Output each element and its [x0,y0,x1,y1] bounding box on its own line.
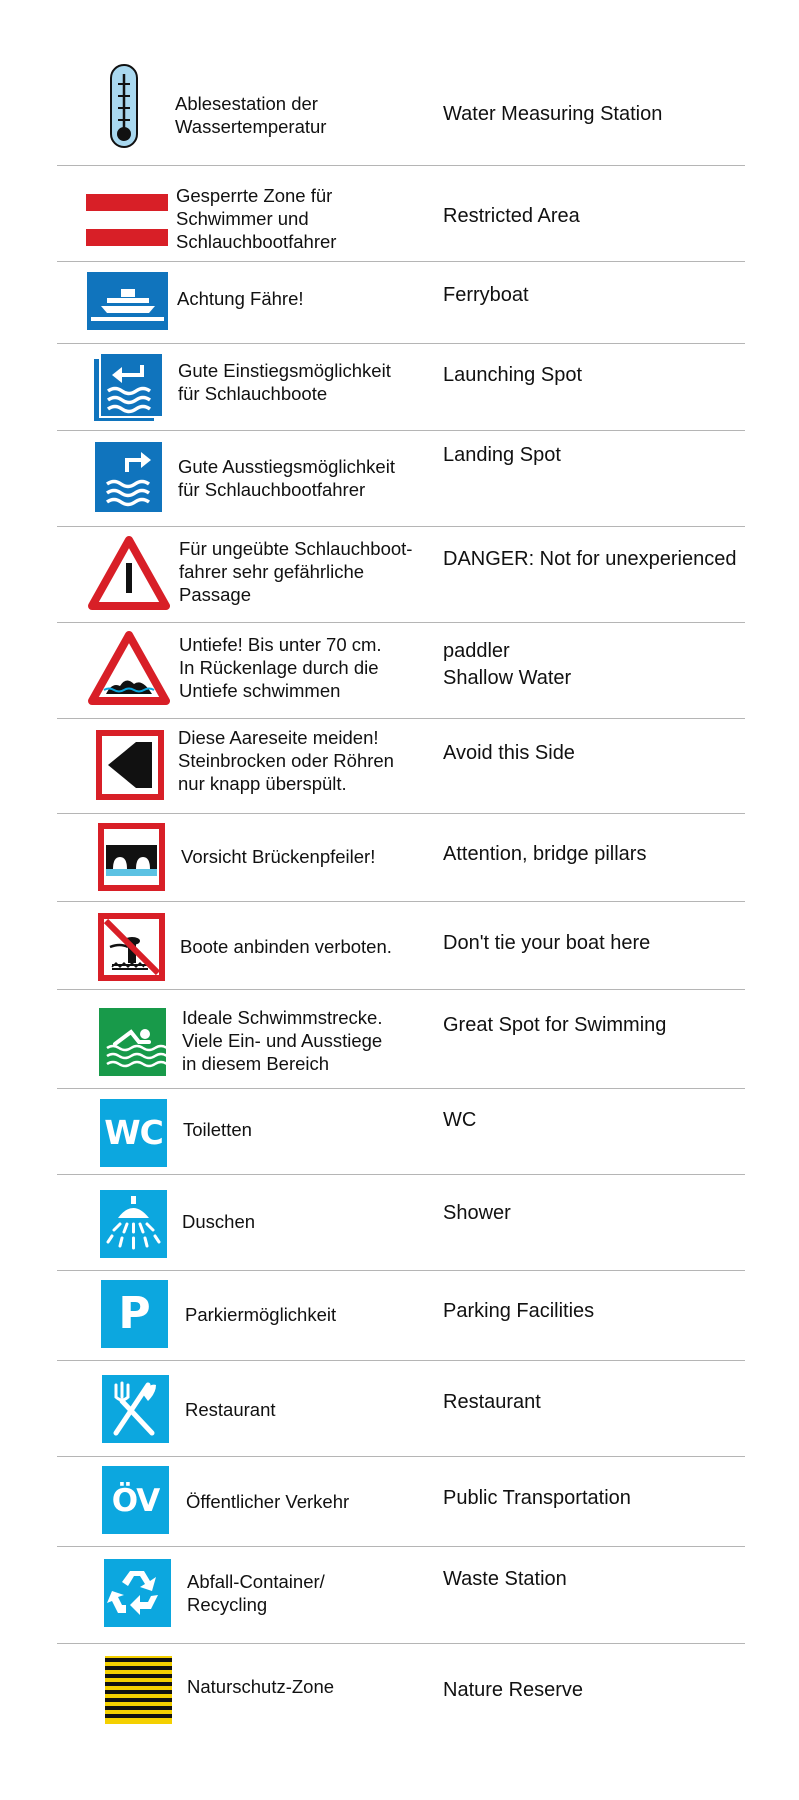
sign-description-de: Untiefe! Bis unter 70 cm. In Rückenlage durch die Untiefe schwimmen [179,634,382,701]
sign-description-de: Restaurant [185,1399,276,1420]
sign-description-de: Duschen [182,1211,256,1232]
sign-description-en: Restricted Area [443,205,580,227]
sign-description-de: Ideale Schwimmstrecke. Viele Ein- und Ausstiege in diesem Bereich [182,1007,383,1074]
sign-description-en: Attention, bridge pillars [443,843,647,865]
sign-description-en: Restaurant [443,1391,541,1413]
sign-description-en: Landing Spot [443,444,561,466]
sign-description-de: Vorsicht Brückenpfeiler! [181,846,376,867]
sign-description-en: Nature Reserve [443,1679,584,1701]
row-divider [57,813,745,814]
sign-description-de: Achtung Fähre! [177,288,304,309]
no-mooring-icon [98,913,165,981]
sign-description-en: DANGER: Not for unexperienced [443,548,737,570]
parking-icon-label: P [118,1288,151,1339]
row-divider [57,989,745,990]
sign-description-en: WC [443,1109,477,1131]
row-divider [57,901,745,902]
shallow-triangle-icon [88,630,170,706]
sign-description-de: Öffentlicher Verkehr [186,1491,350,1512]
sign-description-en: Parking Facilities [443,1300,595,1322]
wc-icon [100,1099,167,1167]
recycling-icon [104,1559,171,1627]
sign-description-de: Toiletten [183,1119,252,1140]
sign-description-de: Gesperrte Zone für Schwimmer und Schlauchbootfahrer [176,185,337,252]
row-divider [57,526,745,527]
legend-row [0,0,799,165]
launch-arrow-icon [94,353,163,421]
sign-description-de: Abfall-Container/ Recycling [187,1571,325,1615]
sign-description-de: Für ungeübte Schlauchboot- fahrer sehr gefährliche Passage [179,538,413,605]
sign-description-de: Naturschutz-Zone [187,1676,335,1697]
danger-triangle-icon [88,535,170,611]
sign-description-en: Great Spot for Swimming [443,1014,667,1036]
thermometer-icon [108,62,140,150]
bridge-pillar-icon [98,823,165,891]
sign-description-en: Avoid this Side [443,742,575,764]
sign-description-de: Boote anbinden verboten. [180,936,392,957]
row-divider [57,1270,745,1271]
row-divider [57,261,745,262]
sign-description-de: Gute Einstiegsmöglichkeit für Schlauchboote [178,360,391,404]
row-divider [57,1360,745,1361]
sign-description-de: Gute Ausstiegsmöglichkeit für Schlauchbootfahrer [178,456,395,500]
public-transport-icon-label: ÖV [111,1483,160,1519]
sign-description-en: Launching Spot [443,364,583,386]
sign-description-de: Diese Aareseite meiden! Steinbrocken oder Röhren nur knapp überspült. [178,727,394,794]
public-transport-icon [102,1466,169,1534]
row-divider [57,1174,745,1175]
row-divider [57,1456,745,1457]
row-divider [57,430,745,431]
sign-description-en: Waste Station [443,1568,567,1590]
parking-icon [101,1280,168,1348]
ferry-icon [87,272,168,330]
sign-description-en: Shower [443,1202,511,1224]
row-divider [57,1546,745,1547]
row-divider [57,165,745,166]
restaurant-icon [102,1375,169,1443]
sign-description-en: paddler Shallow Water [443,640,572,689]
row-divider [57,1643,745,1644]
row-divider [57,718,745,719]
row-divider [57,622,745,623]
landing-arrow-icon [95,442,162,512]
row-divider [57,1088,745,1089]
row-divider [57,343,745,344]
sign-description-en: Ferryboat [443,284,529,306]
nature-reserve-icon [105,1656,172,1724]
sign-description-de: Parkiermöglichkeit [185,1304,337,1325]
sign-description-en: Water Measuring Station [443,103,663,125]
shower-icon [100,1190,167,1258]
sign-description-en: Public Transportation [443,1487,631,1509]
wc-icon-label: WC [104,1113,163,1152]
sign-description-de: Ablesestation der Wassertemperatur [175,93,327,137]
restricted-stripes-icon [86,194,168,246]
swimmer-icon [99,1008,166,1076]
avoid-side-icon [96,730,164,800]
sign-description-en: Don't tie your boat here [443,932,651,954]
